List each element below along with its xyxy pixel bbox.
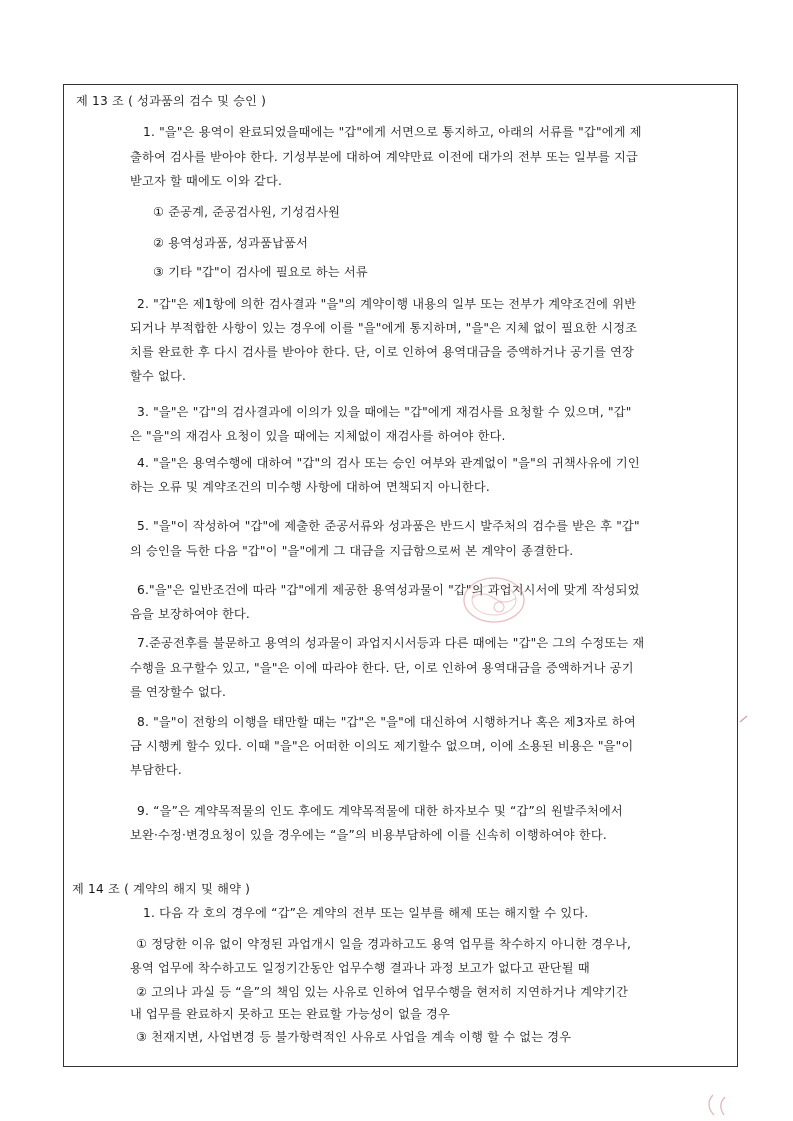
art13-p1-line1: 1. "을"은 용역이 완료되었을때에는 "갑"에게 서면으로 통지하고, 아래의 서류를 "갑"에게 제 <box>143 125 642 139</box>
art14-clause-2-line2: 내 업무를 완료하지 못하고 또는 완료할 가능성이 없을 경우 <box>130 1007 450 1021</box>
article-14-title: 제 14 조 ( 계약의 해지 및 해약 ) <box>72 882 251 896</box>
art13-p2-line2: 되거나 부적합한 사항이 있는 경우에 이를 "을"에게 통지하며, "을"은 지체 없이 필요한 시정조 <box>130 321 638 335</box>
seal-stamp <box>452 570 532 626</box>
pen-mark <box>738 714 750 724</box>
art13-p9-line1: 9. “을”은 계약목적물의 인도 후에도 계약목적물에 대한 하자보수 및 “갑”의 원발주처에서 <box>137 804 623 818</box>
art13-p9-line2: 보완·수정·변경요청이 있을 경우에는 “을”의 비용부담하에 이를 신속히 이행하여야 한다. <box>130 828 607 842</box>
art13-p7-line2: 수행을 요구할수 있고, "을"은 이에 따라야 한다. 단, 이로 인하여 용역대금을 증액하거나 공기 <box>130 661 634 675</box>
art14-clause-1-line2: 용역 업무에 착수하고도 일정기간동안 업무수행 결과나 과정 보고가 없다고 판단될 때 <box>130 961 590 975</box>
art13-p2-line1: 2. "갑"은 제1항에 의한 검사결과 "을"의 계약이행 내용의 일부 또는 전부가 계약조건에 위반 <box>137 297 637 311</box>
art14-clause-2-line1: ② 고의나 과실 등 “을”의 책임 있는 사유로 인하여 업무수행을 현저히 지연하거나 계약기간 <box>136 985 629 999</box>
art13-p1-line3: 받고자 할 때에도 이와 같다. <box>130 174 283 188</box>
art13-p6-line2: 음을 보장하여야 한다. <box>130 607 250 621</box>
pen-mark <box>705 1093 733 1117</box>
art13-p8-line2: 금 시행케 할수 있다. 이때 "을"은 어떠한 이의도 제기할수 없으며, 이에 소용된 비용은 "을"이 <box>130 739 634 753</box>
art13-p2-line3: 치를 완료한 후 다시 검사를 받아야 한다. 단, 이로 인하여 용역대금을 증액하거나 공기를 연장 <box>130 345 635 359</box>
art13-p2-line4: 할수 없다. <box>130 369 187 383</box>
art13-p5-line2: 의 승인을 득한 다음 "갑"이 "을"에게 그 대금을 지급함으로써 본 계약이 종결한다. <box>130 544 574 558</box>
art13-p4-line2: 하는 오류 및 계약조건의 미수행 사항에 대하여 면책되지 아니한다. <box>130 480 490 494</box>
art13-p8-line3: 부담한다. <box>130 763 182 777</box>
art13-list-item-1: ① 준공계, 준공검사원, 기성검사원 <box>153 205 341 219</box>
article-13-title: 제 13 조 ( 성과품의 검수 및 승인 ) <box>76 94 267 108</box>
art13-p6-line1: 6."을"은 일반조건에 따라 "갑"에게 제공한 용역성과물이 "갑"의 과업지시서에 맞게 작성되었 <box>137 583 640 597</box>
art13-p8-line1: 8. "을"이 전항의 이행을 태만할 때는 "갑"은 "을"에 대신하여 시행하거나 혹은 제3자로 하여 <box>137 715 636 729</box>
art13-p3-line2: 은 "을"의 재검사 요청이 있을 때에는 지체없이 재검사를 하여야 한다. <box>130 429 506 443</box>
art13-p7-line3: 를 연장할수 없다. <box>130 685 227 699</box>
art13-list-item-3: ③ 기타 "갑"이 검사에 필요로 하는 서류 <box>153 265 368 279</box>
art13-p5-line1: 5. "을"이 작성하여 "갑"에 제출한 준공서류와 성과품은 반드시 발주처의 검수를 받은 후 "갑" <box>137 519 640 533</box>
art13-p7-line1: 7.준공전후를 불문하고 용역의 성과물이 과업지시서등과 다른 때에는 "갑"은 그의 수정또는 재 <box>137 636 645 650</box>
art13-p3-line1: 3. "을"은 "갑"의 검사결과에 이의가 있을 때에는 "갑"에게 재검사를 요청할 수 있으며, "갑" <box>137 405 632 419</box>
art14-p1: 1. 다음 각 호의 경우에 “갑”은 계약의 전부 또는 일부를 해제 또는 해지할 수 있다. <box>143 906 589 920</box>
art13-p1-line2: 출하여 검사를 받아야 한다. 기성부분에 대하여 계약만료 이전에 대가의 전부 또는 일부를 지급 <box>130 150 638 164</box>
art13-p4-line1: 4. "을"은 용역수행에 대하여 "갑"의 검사 또는 승인 여부와 관계없이 "을"의 귀책사유에 기인 <box>137 456 640 470</box>
art14-clause-3: ③ 천재지변, 사업변경 등 불가항력적인 사유로 사업을 계속 이행 할 수 없는 경우 <box>136 1030 572 1044</box>
art13-list-item-2: ② 용역성과품, 성과품납품서 <box>153 236 309 250</box>
art14-clause-1-line1: ① 정당한 이유 없이 약정된 과업개시 일을 경과하고도 용역 업무를 착수하지 아니한 경우나, <box>136 937 632 951</box>
